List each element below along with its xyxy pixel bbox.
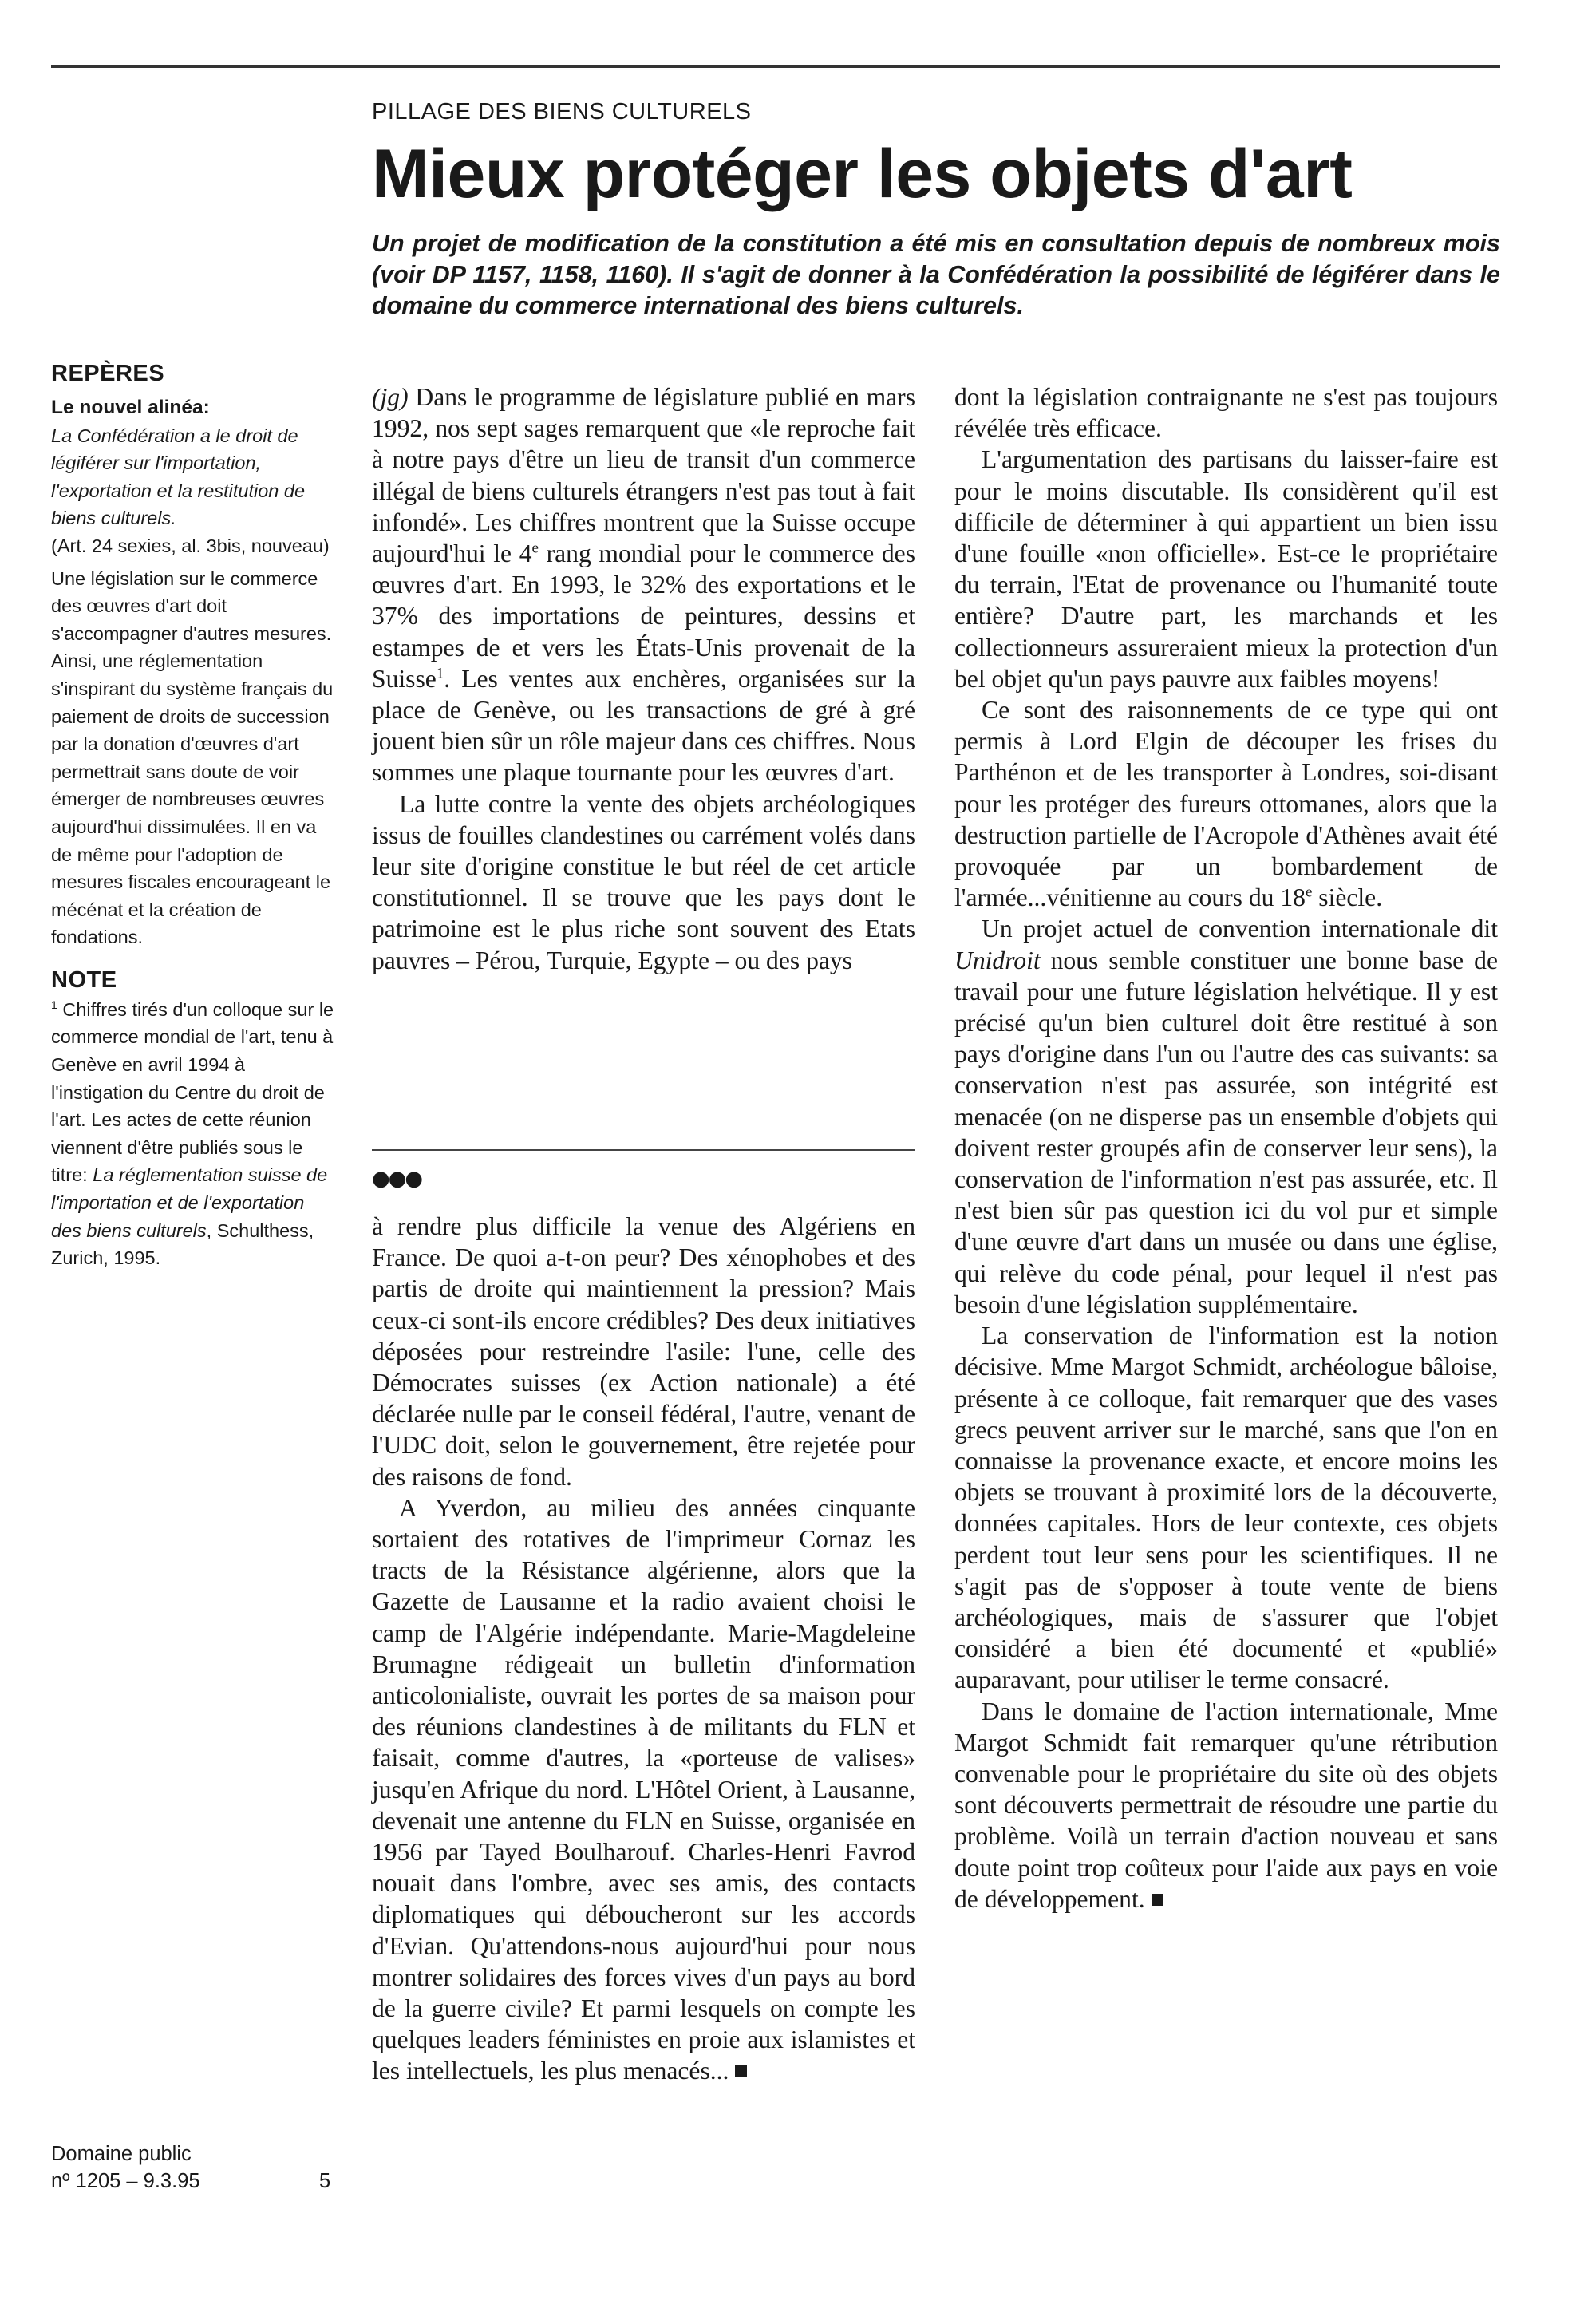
article-title: Mieux protéger les objets d'art bbox=[372, 136, 1353, 212]
footnote bbox=[51, 996, 335, 1272]
century-suffix: e bbox=[1305, 883, 1313, 901]
continued-article-column bbox=[372, 1211, 915, 2087]
continued-paragraph-2-text: A Yverdon, au milieu des années cinquante sortaient des rotatives de l'imprimeur Cornaz les tracts de la Résistance algérienne, alors que la Gazette de Lausanne et la radio avaient choisi le camp de l'Algérie indépendante. Marie-Magdeleine Brumagne rédigeait un bulletin d'information anticolonialiste, ouvrait les portes de sa maison pour des réunions clandestines à de militants du FLN et faisait, comme d'autres, la «porteuse de valises» jusqu'en Afrique du nord. L'Hôtel Orient, à Lausanne, devenait une antenne du FLN en Suisse, organisée en 1956 par Tayed Boulharouf. Charles-Henri Favrod nouait dans l'ombre, avec ses amis, des contacts diplomatiques qui déboucheront sur les accords d'Evian. Qu'attendons-nous aujourd'hui pour nous montrer solidaires des forces vives d'un pays au bord de la guerre civile? Et parmi lesquels on compte les quelques leaders féministes en proie aux islamistes et les intellectuels, les plus menacés... bbox=[372, 1493, 915, 2085]
col3-p4-text-b: nous semble constituer une bonne base de travail pour une future législation helvétique. Il y est précisé qu'un bien culturel doit être restitué à son pays d'origine dans l'un ou l'autre des cas suivants: sa conservation n'est pas assurée, son intégrité est menacée (on ne disperse pas un ensemble d'objets qui doivent rester groupés afin de conserver leur sens), la conservation de l'information n'est pas assurée, etc. Il n'est bien sûr pas question ici du vol pur et simple d'une œuvre d'art dans un musée ou dans une église, qui relève du code pénal, pour lequel il n'est pas besoin d'une législation supplémentaire. bbox=[954, 946, 1498, 1318]
end-mark-icon bbox=[1152, 1894, 1163, 1906]
footnote-number: 1 bbox=[51, 998, 57, 1012]
col3-paragraph-1: dont la législation contraignante ne s'est pas toujours révélée très efficace. bbox=[954, 383, 1498, 443]
footnote-reference: 1 bbox=[436, 665, 444, 682]
col1-text-c: . Les ventes aux enchères, organisées sur la place de Genève, ou les transactions de gré à gré jouent bien sûr un rôle majeur dans ces chiffres. Nous sommes une plaque tournante pour les œuvres d'art. bbox=[372, 664, 915, 787]
new-paragraph-label: Le nouvel alinéa: bbox=[51, 397, 210, 418]
col1-text-b: rang mondial pour le commerce des œuvres d'art. En 1993, le 32% des exportations et le 37% des importations de peintures, dessins et estampes de et vers les États-Unis provenait de la Suisse bbox=[372, 539, 915, 693]
column-divider-rule bbox=[372, 1149, 915, 1151]
footnote-publisher: , Schulthess, Zurich, 1995. bbox=[51, 1219, 314, 1269]
col3-p6-text: Dans le domaine de l'action internationale, Mme Margot Schmidt fait remarquer qu'une rétribution convenable pour le propriétaire du site où des objets sont découverts permettrait de résoudre une partie du problème. Voilà un terrain d'action nouveau et sans doute point trop coûteux pour l'aide aux pays en voie de développement. bbox=[954, 1697, 1498, 1913]
issue-info: nº 1205 – 9.3.95 bbox=[51, 2170, 200, 2192]
reperes-heading: REPÈRES bbox=[51, 361, 165, 386]
page-number: 5 bbox=[319, 2170, 331, 2192]
col1-text-a: Dans le programme de législature publié en mars 1992, nos sept sages remarquent que «le reproche fait à notre pays d'être un lieu de transit d'un commerce illégal de biens culturels étrangers n'est pas tout à fait infondé». Les chiffres montrent que la Suisse occupe aujourd'hui le 4 bbox=[372, 383, 915, 568]
section-kicker: PILLAGE DES BIENS CULTURELS bbox=[372, 99, 752, 124]
col3-p4-text-a: Un projet actuel de convention internationale dit bbox=[982, 915, 1498, 943]
article-column-3 bbox=[954, 381, 1498, 1915]
article-column-1 bbox=[372, 381, 915, 976]
col1-paragraph-2: La lutte contre la vente des objets archéologiques issus de fouilles clandestines ou carrément volés dans leur site d'origine constitue le but réel de cet article constitutionnel. Il se trouve que les pays dont le patrimoine est le plus riche sont souvent des Etats pauvres – Pérou, Turquie, Egypte – ou des pays bbox=[372, 789, 915, 974]
author-initials: (jg) bbox=[372, 383, 409, 411]
page-footer bbox=[51, 2140, 338, 2195]
top-rule bbox=[51, 65, 1500, 68]
col1-paragraph-1 bbox=[372, 381, 915, 788]
sidebar bbox=[51, 358, 335, 1272]
col3-paragraph-6 bbox=[954, 1696, 1498, 1915]
footnote-text: Chiffres tirés d'un colloque sur le commerce mondial de l'art, tenu à Genève en avril 1994 à l'instigation du Centre du droit de l'art. Les actes de cette réunion viennent d'être publiés sous le titre: bbox=[51, 998, 334, 1186]
note-heading: NOTE bbox=[51, 966, 117, 993]
rank-suffix: e bbox=[531, 539, 539, 557]
continuation-marker: ●●● bbox=[372, 1167, 422, 1191]
article-lead: Un projet de modification de la constitution a été mis en consultation depuis de nombreux mois (voir DP 1157, 1158, 1160). Il s'agit de donner à la Confédération la possibilité de légiférer dans le domaine du commerce international des biens culturels. bbox=[372, 230, 1500, 319]
col3-paragraph-5: La conservation de l'information est la notion décisive. Mme Margot Schmidt, archéologue bâloise, présente à ce colloque, fait remarquer que des vases grecs peuvent arriver sur le marché, sans que l'on en connaisse la provenance exacte, et encore moins les objets se trouvant à proximité lors de la découverte, données capitales. Hors de leur contexte, ces objets perdent tout leur sens pour les scientifiques. Il ne s'agit pas de s'opposer à toute vente de biens archéologiques, mais de s'assurer que l'objet considéré a bien été documenté et «publié» auparavant, pour utiliser le terme consacré. bbox=[954, 1322, 1498, 1694]
col3-paragraph-2: L'argumentation des partisans du laisser-faire est pour le moins discutable. Ils considèrent qu'il est difficile de déterminer à qui appartient un bien issu d'une fouille «non officielle». Est-ce le propriétaire du terrain, l'Etat de provenance ou l'humanité toute entière? D'autre part, les marchands et les collectionneurs assureraient mieux la protection d'un bel objet qu'un pays pauvre aux faibles moyens! bbox=[954, 445, 1498, 693]
article-reference: (Art. 24 sexies, al. 3bis, nouveau) bbox=[51, 535, 330, 556]
publication-name: Domaine public bbox=[51, 2143, 192, 2165]
unidroit-name: Unidroit bbox=[954, 946, 1041, 974]
col3-paragraph-3 bbox=[954, 694, 1498, 913]
col3-paragraph-4 bbox=[954, 913, 1498, 1320]
new-paragraph-text: La Confédération a le droit de légiférer sur l'importation, l'exportation et la restitution de biens culturels. bbox=[51, 425, 306, 529]
continued-paragraph-2 bbox=[372, 1492, 915, 2087]
col3-p3-text-b: siècle. bbox=[1312, 883, 1383, 912]
sidebar-commentary: Une législation sur le commerce des œuvres d'art doit s'accompagner d'autres mesures. Ainsi, une réglementation s'inspirant du système français du paiement de droits de succession par la donation d'œuvres d'art permettrait sans doute de voir émerger de nombreuses œuvres aujourd'hui dissimulées. Il en va de même pour l'adoption de mesures fiscales encourageant le mécénat et la création de fondations. bbox=[51, 567, 334, 948]
end-mark-icon bbox=[735, 2065, 747, 2077]
footnote-book-title: La réglementation suisse de l'importation et de l'exportation des biens culturels bbox=[51, 1164, 328, 1241]
continued-paragraph-1: à rendre plus difficile la venue des Algériens en France. De quoi a-t-on peur? Des xénophobes et des partis de droite qui maintiennent la pression? Mais ceux-ci sont-ils encore crédibles? Des deux initiatives déposées pour restreindre l'asile: l'une, celle des Démocrates suisses (ex Action nationale) a été déclarée nulle par le conseil fédéral, l'autre, venant de l'UDC doit, selon le gouvernement, être rejetée pour des raisons de fond. bbox=[372, 1212, 915, 1491]
col3-p3-text-a: Ce sont des raisonnements de ce type qui ont permis à Lord Elgin de découper les frises du Parthénon et de les transporter à Londres, soi-disant pour les protéger des fureurs ottomanes, alors que la destruction partielle de l'Acropole d'Athènes avait été provoquée par un bombardement de l'armée...vénitienne au cours du 18 bbox=[954, 696, 1498, 912]
